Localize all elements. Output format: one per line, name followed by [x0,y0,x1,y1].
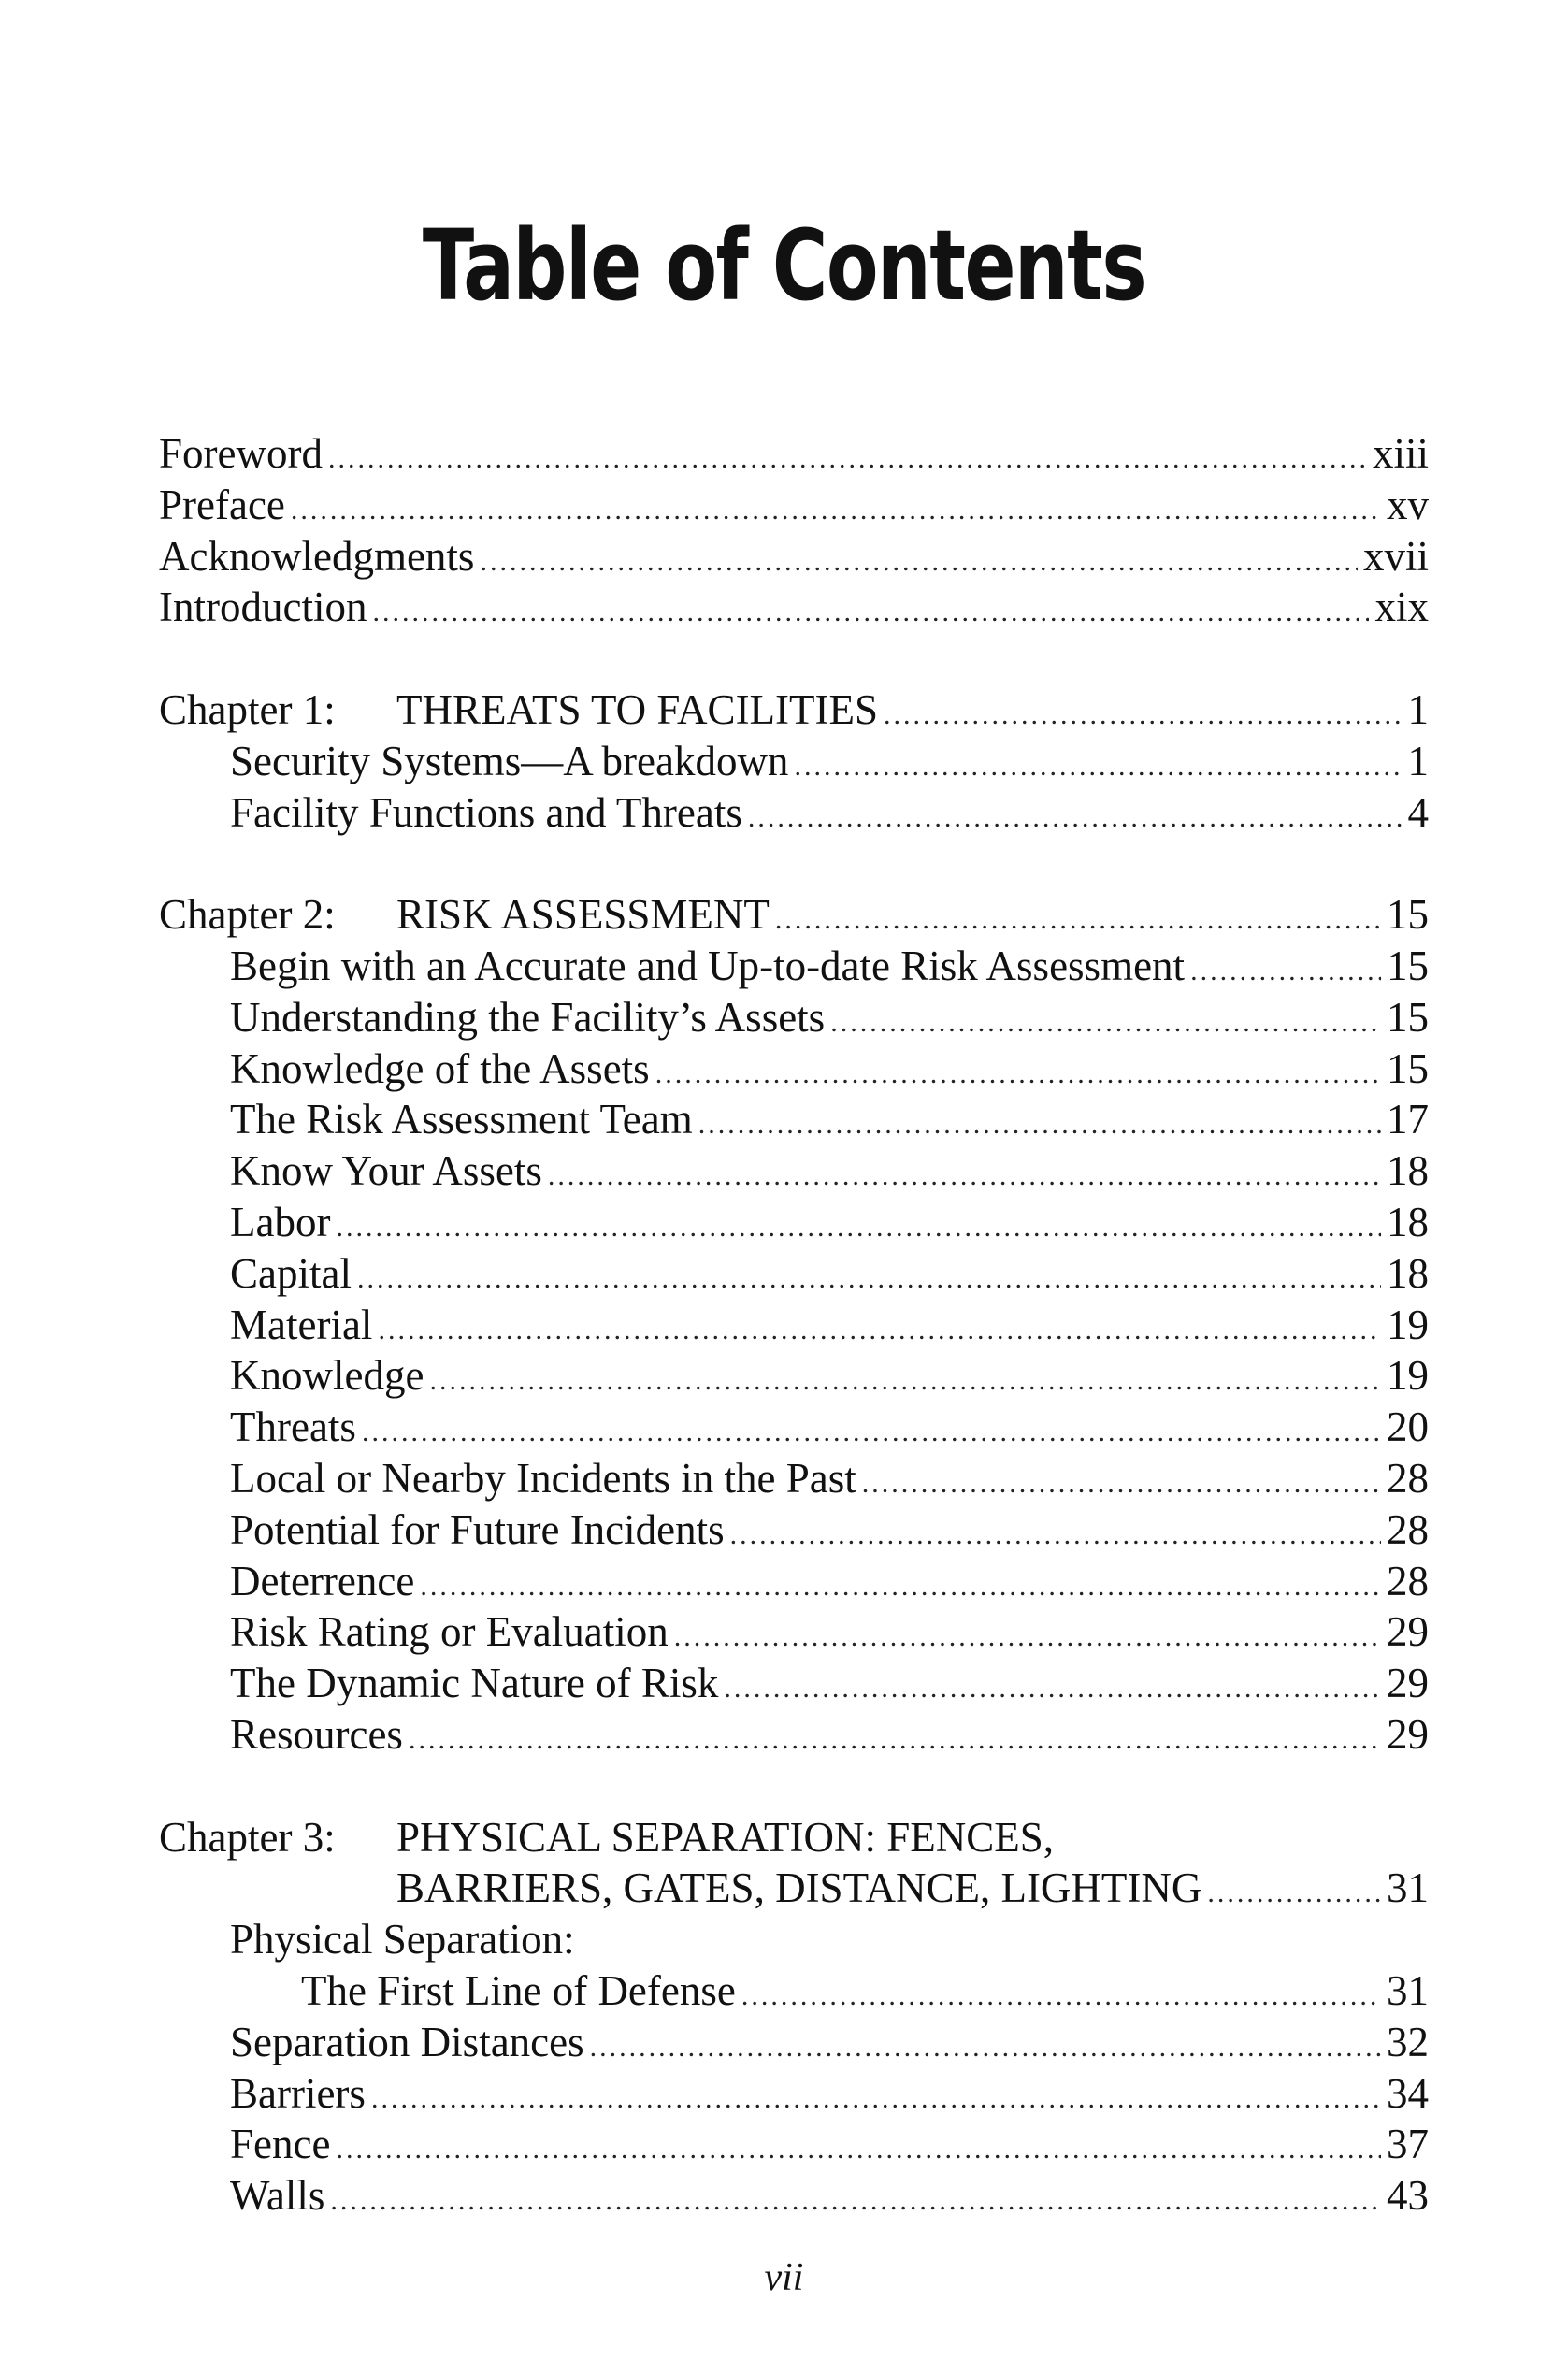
toc-chapter-3 [159,1812,1429,1863]
toc-entry-page: 28 [1387,1557,1429,1604]
toc-entry [159,1965,1429,2017]
toc-entry [159,736,1429,787]
toc-entry-page: 18 [1387,1249,1429,1297]
spacer [159,633,1429,684]
toc-entry [159,1556,1429,1607]
chapter-number: Chapter 1: [159,685,336,733]
toc-entry-page: 43 [1387,2172,1429,2220]
toc-entry-page: 29 [1387,1710,1429,1758]
toc-chapter-2 [159,889,1429,941]
toc-entry-page: 19 [1387,1352,1429,1400]
toc-entry-label: The Dynamic Nature of Risk [230,1660,719,1707]
toc-entry-label: Walls [230,2172,325,2220]
toc-entry-page: 18 [1387,1198,1429,1245]
toc-entry [159,787,1429,839]
page-title: Table of Contents [422,209,1146,323]
toc-entry-page: 1 [1407,685,1429,733]
toc-entry [159,1197,1429,1248]
toc-entry-label: Separation Distances [230,2018,584,2065]
toc-entry-label: Resources [230,1710,403,1758]
chapter-title: THREATS TO FACILITIES [396,685,879,733]
toc-entry-preface [159,480,1429,531]
toc-entry [159,2170,1429,2222]
toc-entry [159,1658,1429,1709]
chapter-number: Chapter 3: [159,1813,336,1861]
toc-entry-label: Acknowledgments [159,532,475,580]
dot-leader [674,1612,1381,1663]
dot-leader [775,895,1381,946]
toc-entry-page: xix [1374,583,1429,631]
dot-leader [328,434,1367,485]
toc-entry-page: 20 [1387,1403,1429,1451]
dot-leader [548,1151,1381,1202]
spacer [159,838,1429,889]
toc-entry-page: 31 [1387,1966,1429,2014]
dot-leader [420,1561,1381,1613]
dot-leader [1190,946,1381,998]
toc-entry-label: Risk Rating or Evaluation [230,1608,669,1656]
toc-entry-label: Security Systems—A breakdown [230,737,789,784]
toc-entry [159,1300,1429,1351]
dot-leader [741,1971,1381,2022]
dot-leader [378,1305,1381,1357]
toc-chapter-heading [159,1812,1054,1863]
toc-entry-page: 19 [1387,1301,1429,1348]
toc-entry-page: xiii [1372,430,1429,477]
dot-leader [362,1407,1381,1459]
toc-entry [159,1504,1429,1556]
toc-entry-page: 32 [1387,2018,1429,2065]
toc-entry-acknowledgments [159,531,1429,583]
dot-leader [336,2124,1381,2176]
toc-entry-label: Threats [230,1403,356,1451]
dot-leader [590,2022,1381,2074]
dot-leader [862,1459,1381,1510]
toc-entry-label: Knowledge of the Assets [230,1044,650,1092]
toc-entry-label: Potential for Future Incidents [230,1505,725,1553]
toc-entry-page: 29 [1387,1608,1429,1656]
dot-leader [480,537,1358,588]
toc-entry-label: Material [230,1301,373,1348]
toc-entry-label: Local or Nearby Incidents in the Past [230,1454,856,1502]
toc-entry [159,1402,1429,1453]
toc-entry-label: Understanding the Facility’s Assets [230,993,826,1041]
dot-leader [724,1663,1381,1715]
toc-entry-label: Physical Separation: [230,1916,575,1964]
toc-entry [159,1145,1429,1197]
toc-entry-introduction [159,582,1429,633]
toc-entry-page: 28 [1387,1454,1429,1502]
dot-leader [372,587,1369,639]
dot-leader [884,690,1402,741]
toc-entry-label: Knowledge [230,1352,424,1400]
dot-leader [730,1510,1381,1561]
toc-entry-page: 28 [1387,1505,1429,1553]
dot-leader [1207,1868,1381,1920]
toc-entry-page: 37 [1387,2121,1429,2168]
toc-entry-label: Introduction [159,583,367,631]
chapter-title: PHYSICAL SEPARATION: FENCES, [396,1813,1055,1861]
toc-entry-page: 15 [1387,993,1429,1041]
dot-leader [655,1049,1381,1101]
toc-entry-page: xv [1387,481,1429,528]
toc-entry-label: The First Line of Defense [301,1966,736,2014]
chapter-title: RISK ASSESSMENT [396,891,770,939]
toc-entry [159,2068,1429,2120]
toc-entry-label: Foreword [159,430,323,477]
toc-entry-page: 4 [1407,788,1429,836]
toc-entry-page: 1 [1407,737,1429,784]
dot-leader [830,998,1381,1049]
toc-entry-page: 15 [1387,891,1429,939]
toc-entry [159,2017,1429,2068]
toc-list [159,428,1429,2222]
page-number: vii [764,2256,804,2299]
toc-entry [159,1094,1429,1145]
toc-entry-label: Barriers [230,2069,366,2117]
dot-leader [357,1254,1381,1305]
toc-entry-page: xvii [1362,532,1429,580]
dot-leader [291,485,1381,537]
toc-entry [159,1350,1429,1402]
toc-entry-label: Begin with an Accurate and Up-to-date Risk Assessment [230,942,1186,989]
toc-entry-page: 17 [1387,1096,1429,1144]
toc-entry-label: Preface [159,481,285,528]
toc-entry [159,1043,1429,1095]
toc-entry-label: Facility Functions and Threats [230,788,742,836]
toc-entry-label: Labor [230,1198,331,1245]
toc-entry [159,1914,1429,1965]
toc-entry-page: 31 [1387,1864,1429,1912]
toc-entry [159,1606,1429,1658]
toc-entry-label: Know Your Assets [230,1147,542,1195]
toc-entry-label: Deterrence [230,1557,415,1604]
toc-chapter-heading [159,889,770,941]
toc-entry-page: 29 [1387,1660,1429,1707]
dot-leader [794,741,1402,793]
toc-entry-page: 15 [1387,942,1429,989]
toc-entry [159,1248,1429,1300]
toc-entry-label: Capital [230,1249,352,1297]
toc-chapter-3-cont [159,1863,1429,1914]
toc-entry-page: 34 [1387,2069,1429,2117]
toc-entry-page: 15 [1387,1044,1429,1092]
dot-leader [748,793,1403,844]
toc-entry-page: 18 [1387,1147,1429,1195]
toc-entry-label: The Risk Assessment Team [230,1096,693,1144]
dot-leader [429,1356,1381,1407]
dot-leader [330,2176,1381,2227]
toc-entry [159,2119,1429,2170]
dot-leader [371,2074,1381,2125]
dot-leader [698,1100,1381,1151]
chapter-number: Chapter 2: [159,891,336,939]
toc-entry-label: Fence [230,2121,331,2168]
dot-leader [409,1715,1381,1766]
toc-entry [159,1709,1429,1761]
toc-entry [159,1453,1429,1504]
dot-leader [336,1202,1381,1254]
chapter-title-cont: BARRIERS, GATES, DISTANCE, LIGHTING [396,1864,1202,1912]
toc-entry-foreword [159,428,1429,480]
toc-entry [159,992,1429,1043]
toc-chapter-1 [159,684,1429,736]
spacer [159,1761,1429,1812]
toc-entry [159,941,1429,992]
toc-chapter-heading [159,684,878,736]
